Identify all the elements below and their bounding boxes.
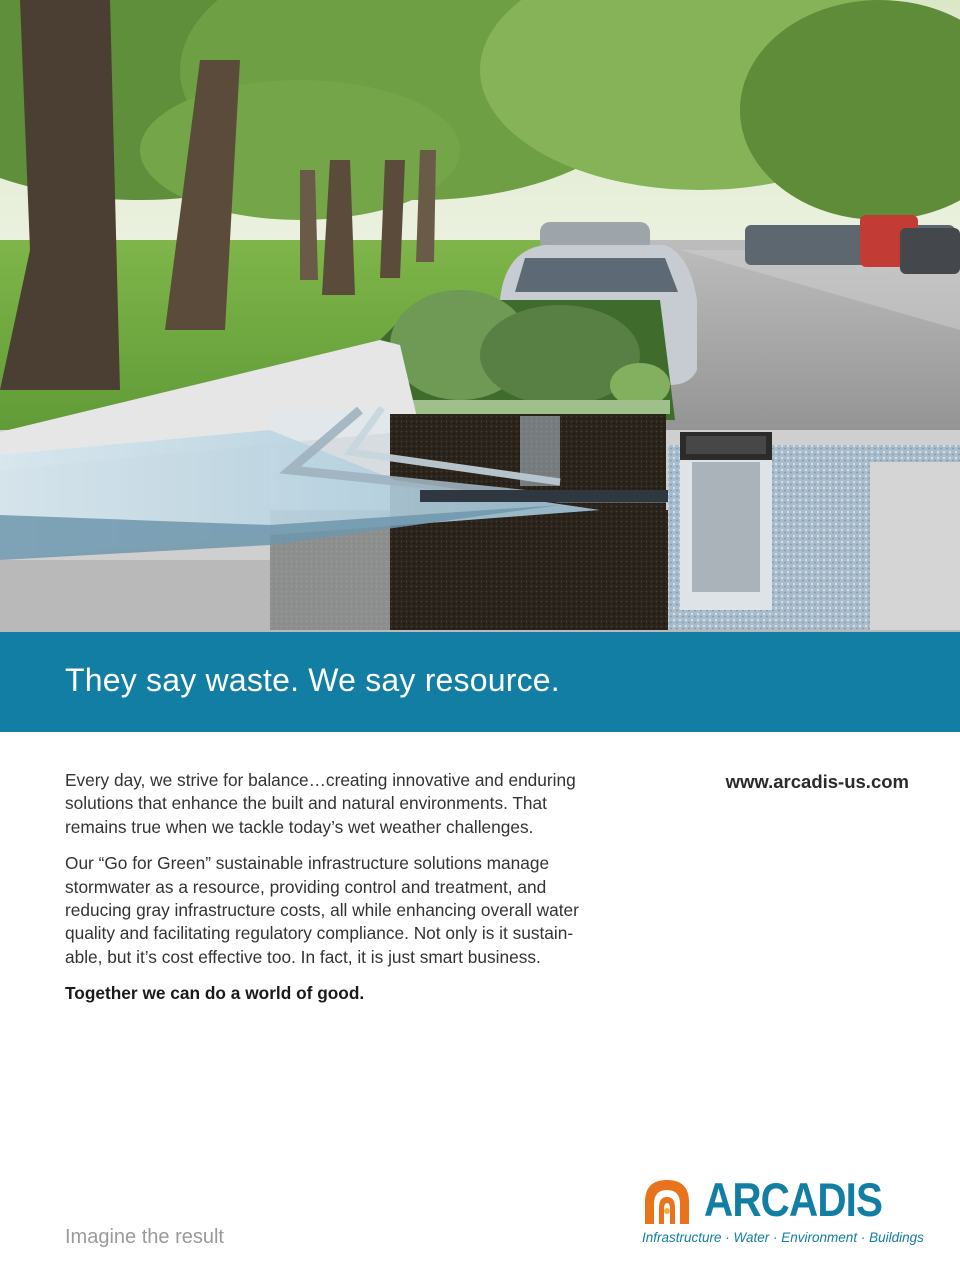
headline: They say waste. We say resource. (65, 662, 560, 698)
arcadis-mark-icon (642, 1178, 692, 1224)
body-paragraph-2: Our “Go for Green” sustainable infrastructure solutions manage stormwater as a resource, providing control and treatment, and reducing gray infrastructure costs, all while enhancing overall water quality and facilitating regulatory compliance. Not only is it sustain-able, but it’s cost effective too. In fact, it is just smart business. (65, 853, 579, 967)
tagline: Together we can do a world of good. (65, 983, 365, 1004)
brand-name: ARCADIS (704, 1173, 883, 1226)
headline-banner (0, 632, 960, 732)
hero-image (0, 0, 960, 632)
arcadis-logo (640, 1173, 924, 1250)
brand-subline: Infrastructure · Water · Environment · Buildings (642, 1230, 924, 1245)
footer-slogan: Imagine the result (65, 1226, 224, 1248)
body-copy (65, 769, 605, 1019)
body-paragraph-1: Every day, we strive for balance…creating innovative and enduring solutions that enhance the built and natural environments. That remains true when we tackle today’s wet weather challenges. (65, 770, 576, 837)
website-link[interactable]: www.arcadis-us.com (725, 771, 909, 792)
